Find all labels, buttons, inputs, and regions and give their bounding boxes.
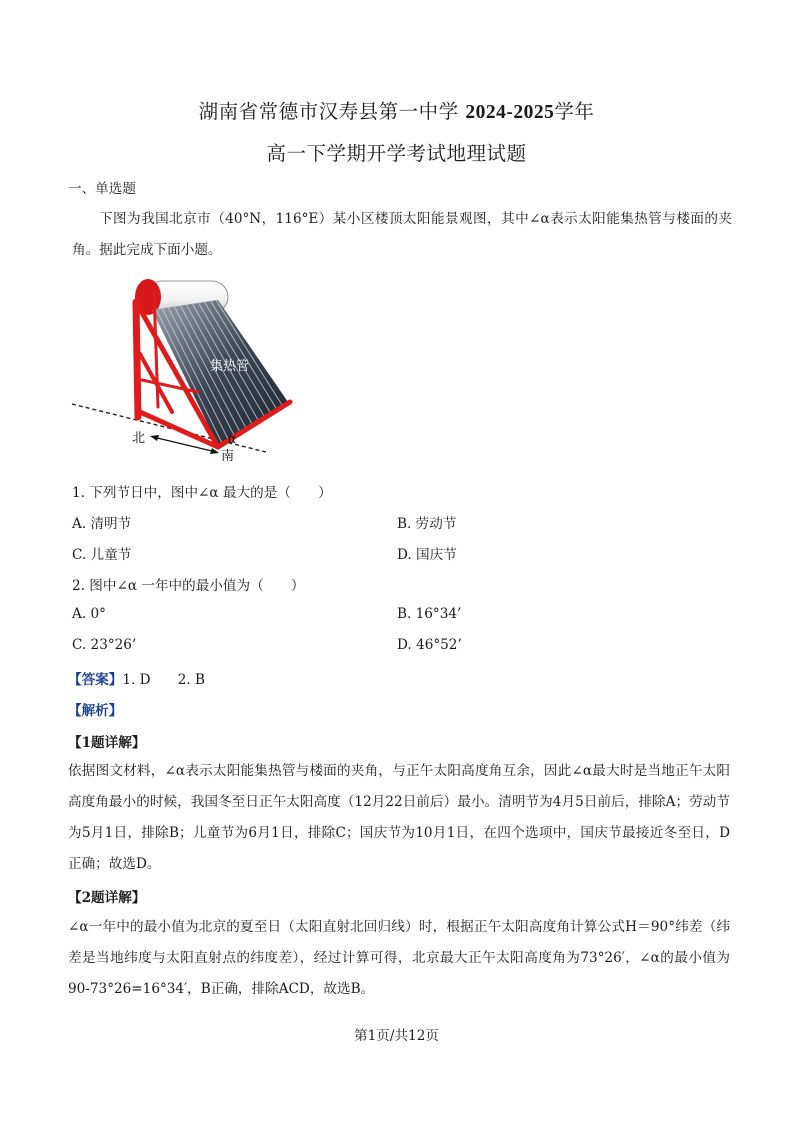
question-1-stem: 1. 下列节日中，图中∠α 最大的是（ ） xyxy=(72,485,332,501)
detail-2-text: ∠α一年中的最小值为北京的夏至日（太阳直射北回归线）时，根据正午太阳高度角计算公式H＝90°纬差（纬差是当地纬度与太阳直射点的纬度差），经过计算可得，北京最大正午太阳高度角为73°26′，∠α的最小值为90-73°26=16°34′，B正确，排除ACD，故选B。 xyxy=(68,919,730,997)
question-2-option-c: C. 23°26’ xyxy=(72,637,137,653)
section-heading: 一、单选题 xyxy=(68,181,136,197)
question-1-option-c: C. 儿童节 xyxy=(72,547,132,563)
title-suffix: 学年 xyxy=(554,100,595,123)
question-1-option-a: A. 清明节 xyxy=(72,516,132,532)
solar-heater-figure xyxy=(68,262,338,472)
question-1-option-d: D. 国庆节 xyxy=(397,547,457,563)
detail-1-text: 依据图文材料，∠α表示太阳能集热管与楼面的夹角，与正午太阳高度角互余，因此∠α最大时是当地正午太阳高度角最小的时候，我国冬至日正午太阳高度（12月22日前后）最小。清明节为4月5日前后，排除A；劳动节为5月1日，排除B；儿童节为6月1日，排除C；国庆节为10月1日，在四个选项中，国庆节最接近冬至日，D正确；故选D。 xyxy=(68,763,730,872)
title-prefix: 湖南省常德市汉寿县第一中学 xyxy=(198,100,459,123)
detail-2-label: 【2题详解】 xyxy=(68,890,146,906)
label-south: 南 xyxy=(221,449,235,464)
detail-1-label: 【1题详解】 xyxy=(68,735,146,751)
label-collector-tube: 集热管 xyxy=(210,359,250,374)
label-alpha: α xyxy=(228,432,236,446)
question-2-option-b: B. 16°34’ xyxy=(397,606,462,622)
page-title-line1 xyxy=(0,96,793,124)
answer-text: 1. D 2. B xyxy=(122,672,206,688)
answer-label: 【答案】 xyxy=(68,672,123,688)
page-number: 第1页/共12页 xyxy=(354,1028,439,1044)
analysis-label: 【解析】 xyxy=(68,703,123,719)
question-2-stem: 2. 图中∠α 一年中的最小值为（ ） xyxy=(72,578,305,594)
question-1-option-b: B. 劳动节 xyxy=(397,516,457,532)
answer-line xyxy=(68,668,205,688)
label-north: 北 xyxy=(132,431,146,446)
intro-paragraph: 下图为我国北京市（40°N，116°E）某小区楼顶太阳能景观图，其中∠α表示太阳能集热管与楼面的夹角。据此完成下面小题。 xyxy=(72,211,732,258)
title-year: 2024-2025 xyxy=(465,102,555,123)
question-2-option-a: A. 0° xyxy=(72,606,106,622)
page-title-line2: 高一下学期开学考试地理试题 xyxy=(266,142,527,165)
question-2-option-d: D. 46°52’ xyxy=(397,637,462,653)
